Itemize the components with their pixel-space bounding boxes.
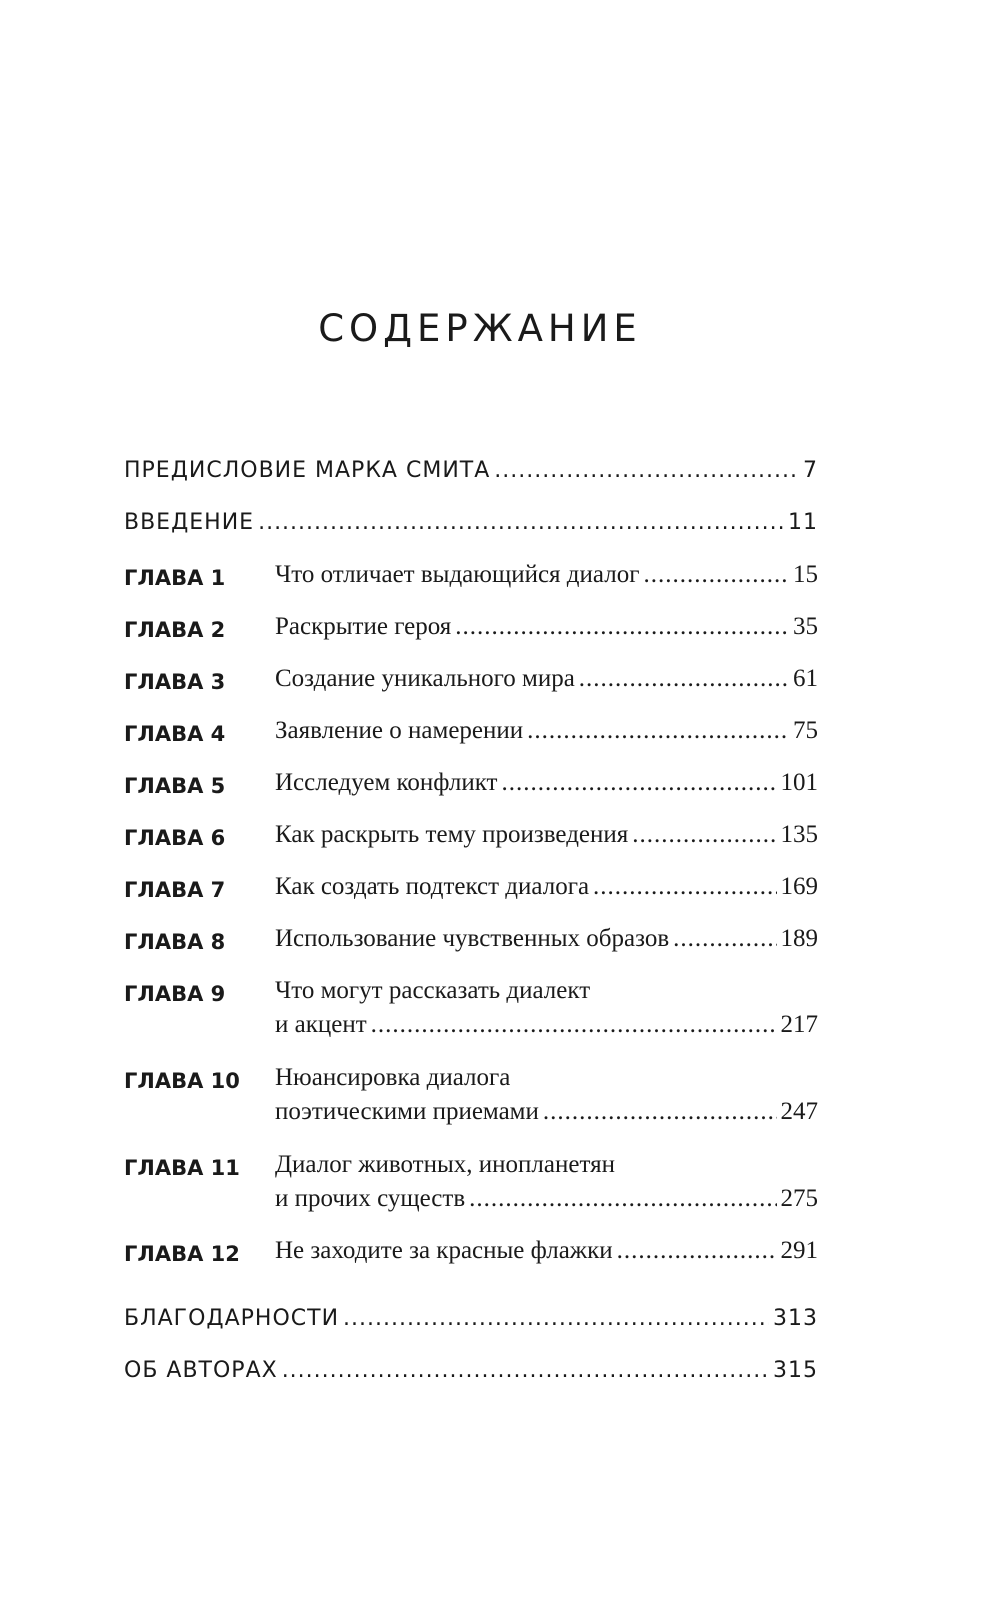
chapter-title-line2: и акцент xyxy=(275,1011,367,1038)
chapter-label: ГЛАВА 5 xyxy=(124,774,226,798)
toc-entry-chapter-1[interactable] xyxy=(275,561,818,589)
toc-entry-foreword[interactable] xyxy=(124,458,818,483)
chapter-title: Создание уникального мира xyxy=(275,665,575,692)
dot-leader xyxy=(371,1011,777,1039)
toc-page-number: 61 xyxy=(793,665,818,692)
dot-leader xyxy=(543,1098,777,1126)
toc-entry-acknowledgments[interactable] xyxy=(124,1306,818,1331)
dot-leader xyxy=(593,873,776,901)
toc-entry-label: ВВЕДЕНИЕ xyxy=(124,510,255,535)
chapter-label: ГЛАВА 3 xyxy=(124,670,226,694)
dot-leader xyxy=(343,1306,769,1331)
chapter-title-line1: Нюансировка диалога xyxy=(275,1064,511,1091)
dot-leader xyxy=(632,821,776,849)
dot-leader xyxy=(579,665,789,693)
chapter-title: Как раскрыть тему произведения xyxy=(275,821,629,848)
toc-entry-chapter-9[interactable] xyxy=(275,1011,818,1039)
chapter-label: ГЛАВА 1 xyxy=(124,566,226,590)
toc-entry-chapter-6[interactable] xyxy=(275,821,818,849)
toc-entry-chapter-5[interactable] xyxy=(275,769,818,797)
toc-entry-chapter-10[interactable] xyxy=(275,1098,818,1126)
chapter-label: ГЛАВА 12 xyxy=(124,1242,240,1266)
dot-leader xyxy=(673,925,776,953)
toc-page-number: 315 xyxy=(773,1358,818,1383)
toc-page-number: 189 xyxy=(780,925,818,952)
toc-entry-label: БЛАГОДАРНОСТИ xyxy=(124,1306,340,1331)
dot-leader xyxy=(527,717,789,745)
chapter-title-line1: Диалог животных, инопланетян xyxy=(275,1151,615,1178)
toc-entry-chapter-4[interactable] xyxy=(275,717,818,745)
toc-page-number: 169 xyxy=(780,873,818,900)
toc-page-number: 217 xyxy=(780,1011,818,1038)
chapter-title: Использование чувственных образов xyxy=(275,925,670,952)
chapter-title: Заявление о намерении xyxy=(275,717,524,744)
chapter-label: ГЛАВА 10 xyxy=(124,1069,240,1093)
toc-page-number: 75 xyxy=(793,717,818,744)
toc-page-number: 247 xyxy=(780,1098,818,1125)
chapter-label: ГЛАВА 2 xyxy=(124,618,226,642)
dot-leader xyxy=(494,458,799,483)
dot-leader xyxy=(455,613,789,641)
toc-page-number: 101 xyxy=(780,769,818,796)
toc-entry-about-authors[interactable] xyxy=(124,1358,818,1383)
toc-page-number: 11 xyxy=(788,510,818,535)
chapter-label: ГЛАВА 4 xyxy=(124,722,226,746)
toc-page-number: 313 xyxy=(773,1306,818,1331)
chapter-label: ГЛАВА 6 xyxy=(124,826,226,850)
dot-leader xyxy=(617,1237,777,1265)
chapter-label: ГЛАВА 11 xyxy=(124,1156,240,1180)
toc-page-number: 15 xyxy=(793,561,818,588)
chapter-title-line1: Что могут рассказать диалект xyxy=(275,977,591,1004)
dot-leader xyxy=(258,510,784,535)
toc-entry-introduction[interactable] xyxy=(124,510,818,535)
chapter-title: Как создать подтекст диалога xyxy=(275,873,590,900)
toc-page-number: 7 xyxy=(803,458,818,483)
toc-entry-label: ОБ АВТОРАХ xyxy=(124,1358,278,1383)
dot-leader xyxy=(282,1358,769,1383)
dot-leader xyxy=(643,561,789,589)
chapter-label: ГЛАВА 8 xyxy=(124,930,226,954)
dot-leader xyxy=(501,769,776,797)
toc-entry-chapter-3[interactable] xyxy=(275,665,818,693)
chapter-label: ГЛАВА 9 xyxy=(124,982,226,1006)
chapter-title-line2: и прочих существ xyxy=(275,1185,466,1212)
dot-leader xyxy=(469,1185,776,1213)
chapter-label: ГЛАВА 7 xyxy=(124,878,226,902)
page-title: СОДЕРЖАНИЕ xyxy=(318,306,642,350)
toc-page-number: 135 xyxy=(780,821,818,848)
toc-page-number: 275 xyxy=(780,1185,818,1212)
toc-entry-label: ПРЕДИСЛОВИЕ МАРКА СМИТА xyxy=(124,458,491,483)
toc-entry-chapter-8[interactable] xyxy=(275,925,818,953)
toc-page-number: 291 xyxy=(780,1237,818,1264)
chapter-title: Что отличает выдающийся диалог xyxy=(275,561,640,588)
chapter-title-line2: поэтическими приемами xyxy=(275,1098,539,1125)
toc-page-number: 35 xyxy=(793,613,818,640)
toc-entry-chapter-11[interactable] xyxy=(275,1185,818,1213)
chapter-title: Раскрытие героя xyxy=(275,613,452,640)
chapter-title: Не заходите за красные флажки xyxy=(275,1237,613,1264)
chapter-title: Исследуем конфликт xyxy=(275,769,498,796)
toc-entry-chapter-2[interactable] xyxy=(275,613,818,641)
toc-entry-chapter-7[interactable] xyxy=(275,873,818,901)
toc-entry-chapter-12[interactable] xyxy=(275,1237,818,1265)
